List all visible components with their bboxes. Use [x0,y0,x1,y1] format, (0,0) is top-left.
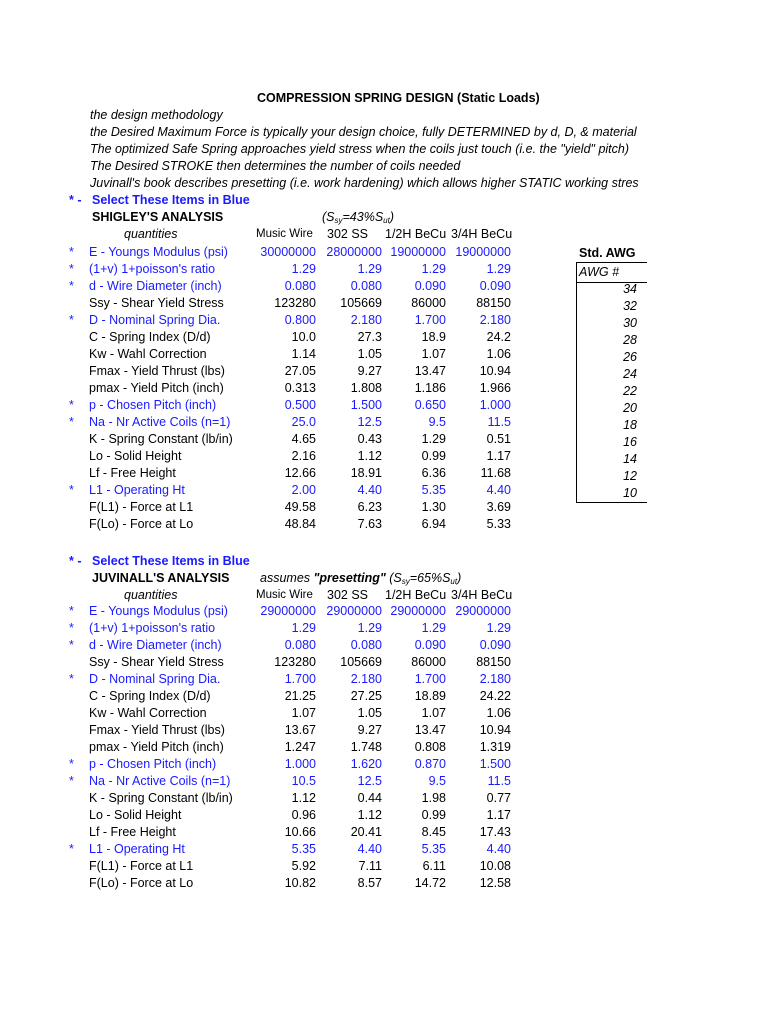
row-value-2: 0.44 [357,791,382,805]
row-value-3[interactable]: 5.35 [421,483,446,497]
row-label: F(Lo) - Force at Lo [89,517,194,531]
row-value-4: 1.06 [486,347,511,361]
row-value-2[interactable]: 1.29 [357,621,382,635]
shigley-row-lf-free-height [0,466,640,483]
row-label: E - Youngs Modulus (psi) [89,604,228,618]
shigley-row-ssy-shear-yield-stress [0,296,640,313]
juvinall-quantities: quantities [124,588,178,602]
shigley-row-d-nominal-spring-dia [0,313,640,330]
row-label: E - Youngs Modulus (psi) [89,245,228,259]
row-value-1[interactable]: 5.35 [291,842,316,856]
row-value-4[interactable]: 1.29 [486,262,511,276]
row-value-3: 1.07 [421,347,446,361]
row-label: Lo - Solid Height [89,449,182,463]
row-value-1: 1.12 [291,791,316,805]
row-value-3: 1.30 [421,500,446,514]
row-value-2: 1.12 [357,808,382,822]
row-value-3[interactable]: 0.090 [414,638,446,652]
row-value-1[interactable]: 0.080 [284,638,316,652]
row-label: Kw - Wahl Correction [89,347,207,361]
row-star: * [69,757,74,771]
row-value-2[interactable]: 1.500 [350,398,382,412]
row-value-1: 10.66 [284,825,316,839]
row-value-1: 49.58 [284,500,316,514]
juvinall-row-f-l1-force-at-l1 [0,859,640,876]
row-value-4: 17.43 [479,825,511,839]
row-value-4: 1.17 [486,449,511,463]
row-label: Fmax - Yield Thrust (lbs) [89,723,225,737]
shigley-row-fmax-yield-thrust-lbs [0,364,640,381]
row-value-2: 7.11 [358,859,382,873]
row-value-4: 1.06 [486,706,511,720]
select-label: Select These Items in Blue [92,193,250,207]
row-value-1: 12.66 [284,466,316,480]
row-value-4[interactable]: 19000000 [455,245,511,259]
row-value-2: 1.808 [350,381,382,395]
awg-table [576,262,647,503]
row-value-4[interactable]: 2.180 [479,672,511,686]
row-value-1: 5.92 [291,859,316,873]
row-value-2: 1.748 [350,740,382,754]
row-label: (1+v) 1+poisson's ratio [89,262,216,276]
awg-item: 18 [623,418,637,432]
row-value-1[interactable]: 25.0 [291,415,316,429]
row-label: d - Wire Diameter (inch) [89,279,222,293]
awg-item: 34 [623,282,637,296]
row-value-4: 1.966 [479,381,511,395]
row-value-1: 2.16 [291,449,316,463]
row-value-2[interactable]: 1.620 [350,757,382,771]
row-value-1[interactable]: 29000000 [260,604,316,618]
awg-item: 28 [623,333,637,347]
row-value-3: 13.47 [414,723,446,737]
intro-line-1: the design methodology [90,108,223,122]
row-value-2[interactable]: 29000000 [326,604,382,618]
row-value-1: 13.67 [284,723,316,737]
awg-item: 24 [623,367,637,381]
row-star: * [69,415,74,429]
row-value-4: 12.58 [479,876,511,890]
row-value-1[interactable]: 1.29 [291,262,316,276]
juvinall-row-1-v-1-poisson-s-ratio [0,621,640,638]
shigley-row-f-l1-force-at-l1 [0,500,640,517]
row-value-1: 21.25 [284,689,316,703]
awg-item: 22 [623,384,637,398]
row-label: d - Wire Diameter (inch) [89,638,222,652]
row-star: * [69,621,74,635]
material-music-wire: Music Wire [256,228,313,240]
row-value-2: 27.25 [350,689,382,703]
row-value-2: 1.05 [357,706,382,720]
material-half-hard-becu: 1/2H BeCu [385,588,447,602]
row-label: Na - Nr Active Coils (n=1) [89,415,231,429]
row-value-3[interactable]: 1.700 [414,313,446,327]
row-value-2[interactable]: 1.29 [357,262,382,276]
row-value-4: 24.22 [479,689,511,703]
row-star: * [69,313,74,327]
row-value-2[interactable]: 28000000 [326,245,382,259]
row-star: * [69,604,74,618]
shigley-row-f-lo-force-at-lo [0,517,640,534]
row-value-3: 86000 [411,296,446,310]
juvinall-row-lo-solid-height [0,808,640,825]
title: COMPRESSION SPRING DESIGN (Static Loads) [257,91,540,105]
row-value-4: 10.08 [479,859,511,873]
material-half-hard-becu: 1/2H BeCu [385,227,447,241]
row-value-4: 11.68 [480,466,511,480]
row-value-1[interactable]: 30000000 [260,245,316,259]
shigley-row-pmax-yield-pitch-inch [0,381,640,398]
row-value-2: 9.27 [357,364,382,378]
awg-item: 30 [623,316,637,330]
row-value-4: 88150 [476,655,511,669]
intro-line-4: The Desired STROKE then determines the number of coils needed [90,159,461,173]
material-three-quarter-hard-becu: 3/4H BeCu [451,588,513,602]
row-value-3: 18.9 [421,330,446,344]
row-value-2: 27.3 [357,330,382,344]
juvinall-row-l1-operating-ht [0,842,640,859]
row-label: p - Chosen Pitch (inch) [89,398,217,412]
row-value-1[interactable]: 0.800 [284,313,316,327]
awg-item: 16 [623,435,637,449]
row-value-4: 1.319 [479,740,511,754]
intro-line-5: Juvinall's book describes presetting (i.e. work hardening) which allows higher STATIC working stres [90,176,639,190]
row-label: L1 - Operating Ht [89,483,185,497]
juvinall-row-d-nominal-spring-dia [0,672,640,689]
row-value-1[interactable]: 1.29 [291,621,316,635]
awg-item: 32 [623,299,637,313]
select-label-2: Select These Items in Blue [92,554,250,568]
row-star: * [69,398,74,412]
row-value-2[interactable]: 4.40 [357,483,382,497]
row-label: L1 - Operating Ht [89,842,185,856]
row-value-2[interactable]: 0.080 [350,638,382,652]
row-value-1: 48.84 [284,517,316,531]
shigley-row-kw-wahl-correction [0,347,640,364]
row-value-2: 7.63 [357,517,382,531]
row-label: pmax - Yield Pitch (inch) [89,740,224,754]
shigley-row-lo-solid-height [0,449,640,466]
row-value-1[interactable]: 1.700 [284,672,316,686]
row-label: Kw - Wahl Correction [89,706,207,720]
row-label: Lf - Free Height [89,466,176,480]
row-label: Fmax - Yield Thrust (lbs) [89,364,225,378]
row-value-1: 0.96 [291,808,316,822]
row-value-4: 0.77 [486,791,511,805]
row-value-4[interactable]: 0.090 [479,638,511,652]
row-label: F(Lo) - Force at Lo [89,876,194,890]
row-value-4: 5.33 [486,517,511,531]
row-label: D - Nominal Spring Dia. [89,672,221,686]
row-star: * [69,672,74,686]
shigley-row-k-spring-constant-lb-in [0,432,640,449]
row-value-4: 1.17 [486,808,511,822]
row-value-1[interactable]: 0.080 [284,279,316,293]
row-value-4[interactable]: 1.500 [479,757,511,771]
row-star: * [69,245,74,259]
row-value-2: 9.27 [357,723,382,737]
row-value-4[interactable]: 4.40 [486,483,511,497]
row-value-3: 18.89 [414,689,446,703]
row-value-3: 1.186 [414,381,446,395]
row-value-3: 6.36 [421,466,446,480]
row-value-3: 1.98 [421,791,446,805]
row-value-2[interactable]: 4.40 [357,842,382,856]
select-star-2: * - [69,554,82,568]
row-value-3[interactable]: 0.090 [414,279,446,293]
row-label: C - Spring Index (D/d) [89,330,211,344]
row-value-3: 0.99 [421,449,446,463]
row-value-2: 105669 [340,655,382,669]
row-label: D - Nominal Spring Dia. [89,313,221,327]
row-value-1: 123280 [274,296,316,310]
shigley-heading: SHIGLEY'S ANALYSIS [92,210,224,224]
row-label: Ssy - Shear Yield Stress [89,655,224,669]
row-label: (1+v) 1+poisson's ratio [89,621,216,635]
row-value-2[interactable]: 2.180 [350,672,382,686]
row-value-2: 0.43 [357,432,382,446]
row-value-3[interactable]: 9.5 [428,415,446,429]
row-star: * [69,638,74,652]
row-value-4[interactable]: 11.5 [487,774,511,788]
row-value-3: 6.94 [421,517,446,531]
intro-line-2: the Desired Maximum Force is typically your design choice, fully DETERMINED by d, D, & material [90,125,637,139]
juvinall-row-f-lo-force-at-lo [0,876,640,893]
row-star: * [69,774,74,788]
shigley-row-l1-operating-ht [0,483,640,500]
row-value-4: 10.94 [479,723,511,737]
row-value-1: 0.313 [284,381,316,395]
row-value-1: 4.65 [291,432,316,446]
shigley-quantities: quantities [124,227,178,241]
row-value-3: 0.808 [414,740,446,754]
juvinall-row-na-nr-active-coils-n-1 [0,774,640,791]
awg-title: Std. AWG [579,246,636,260]
row-value-2[interactable]: 12.5 [357,774,382,788]
row-value-3: 8.45 [421,825,446,839]
shigley-row-e-youngs-modulus-psi [0,245,640,262]
juvinall-row-ssy-shear-yield-stress [0,655,640,672]
juvinall-row-p-chosen-pitch-inch [0,757,640,774]
row-value-3[interactable]: 0.870 [414,757,446,771]
row-value-4[interactable]: 29000000 [455,604,511,618]
awg-item: 10 [623,486,637,500]
row-value-1: 10.82 [284,876,316,890]
material-music-wire: Music Wire [256,589,313,601]
row-value-3[interactable]: 1.700 [414,672,446,686]
row-label: K - Spring Constant (lb/in) [89,791,233,805]
juvinall-row-pmax-yield-pitch-inch [0,740,640,757]
material-three-quarter-hard-becu: 3/4H BeCu [451,227,513,241]
row-label: p - Chosen Pitch (inch) [89,757,217,771]
row-value-2[interactable]: 0.080 [350,279,382,293]
row-value-3[interactable]: 1.29 [421,262,446,276]
row-label: Na - Nr Active Coils (n=1) [89,774,231,788]
row-value-3[interactable]: 5.35 [421,842,446,856]
row-star: * [69,262,74,276]
row-value-3[interactable]: 0.650 [414,398,446,412]
row-value-2: 6.23 [357,500,382,514]
select-star: * - [69,193,82,207]
row-value-1: 10.0 [291,330,316,344]
row-label: Lf - Free Height [89,825,176,839]
material-302ss: 302 SS [327,588,369,602]
shigley-note: $(S_{sy}=43\%S_{ut})$ [322,210,394,225]
shigley-row-na-nr-active-coils-n-1 [0,415,640,432]
row-value-4: 0.51 [486,432,511,446]
row-label: C - Spring Index (D/d) [89,689,211,703]
shigley-row-1-v-1-poisson-s-ratio [0,262,640,279]
row-value-3: 1.29 [421,432,446,446]
row-value-3: 14.72 [414,876,446,890]
juvinall-row-d-wire-diameter-inch [0,638,640,655]
row-value-1[interactable]: 2.00 [291,483,316,497]
row-value-2: 1.05 [357,347,382,361]
row-value-1: 27.05 [284,364,316,378]
juvinall-note: assumes "presetting" $(S_{sy}=65\%S_{ut})$ [260,571,462,586]
row-value-3: 1.07 [421,706,446,720]
row-value-1: 1.07 [291,706,316,720]
awg-item: 26 [623,350,637,364]
row-value-4: 24.2 [486,330,511,344]
intro-line-3: The optimized Safe Spring approaches yield stress when the coils just touch (i.e. the "yield" pitch) [90,142,630,156]
row-value-1[interactable]: 1.000 [284,757,316,771]
row-label: pmax - Yield Pitch (inch) [89,381,224,395]
row-value-3: 86000 [411,655,446,669]
row-value-1: 123280 [274,655,316,669]
juvinall-row-fmax-yield-thrust-lbs [0,723,640,740]
row-value-2: 20.41 [350,825,382,839]
row-value-4[interactable]: 4.40 [486,842,511,856]
row-value-1: 1.247 [284,740,316,754]
row-label: F(L1) - Force at L1 [89,500,194,514]
row-value-4: 10.94 [479,364,511,378]
juvinall-row-e-youngs-modulus-psi [0,604,640,621]
row-value-3[interactable]: 9.5 [428,774,446,788]
row-value-1: 1.14 [291,347,316,361]
row-star: * [69,279,74,293]
row-label: Ssy - Shear Yield Stress [89,296,224,310]
row-value-3: 0.99 [421,808,446,822]
row-value-1[interactable]: 10.5 [291,774,316,788]
row-value-4: 3.69 [486,500,511,514]
material-302ss: 302 SS [327,227,369,241]
shigley-row-d-wire-diameter-inch [0,279,640,296]
row-star: * [69,842,74,856]
row-value-4[interactable]: 11.5 [487,415,511,429]
awg-item: 14 [623,452,637,466]
row-value-4[interactable]: 1.000 [479,398,511,412]
row-value-2[interactable]: 12.5 [357,415,382,429]
juvinall-row-c-spring-index-d-d [0,689,640,706]
shigley-row-p-chosen-pitch-inch [0,398,640,415]
row-value-3[interactable]: 1.29 [421,621,446,635]
row-value-2: 18.91 [350,466,382,480]
awg-item: 20 [623,401,637,415]
row-value-4: 88150 [476,296,511,310]
row-value-3: 13.47 [414,364,446,378]
juvinall-row-lf-free-height [0,825,640,842]
shigley-row-c-spring-index-d-d [0,330,640,347]
row-value-3: 6.11 [422,859,446,873]
row-label: F(L1) - Force at L1 [89,859,194,873]
row-value-2[interactable]: 2.180 [350,313,382,327]
row-label: K - Spring Constant (lb/in) [89,432,233,446]
juvinall-row-k-spring-constant-lb-in [0,791,640,808]
row-value-2: 8.57 [357,876,382,890]
awg-item: 12 [623,469,637,483]
row-value-2: 105669 [340,296,382,310]
juvinall-heading: JUVINALL'S ANALYSIS [92,571,230,585]
row-value-4[interactable]: 0.090 [479,279,511,293]
row-value-4[interactable]: 2.180 [479,313,511,327]
juvinall-row-kw-wahl-correction [0,706,640,723]
row-label: Lo - Solid Height [89,808,182,822]
row-value-1[interactable]: 0.500 [284,398,316,412]
row-value-4[interactable]: 1.29 [486,621,511,635]
row-value-2: 1.12 [357,449,382,463]
awg-header: AWG # [579,265,620,279]
row-value-3[interactable]: 19000000 [390,245,446,259]
row-value-3[interactable]: 29000000 [390,604,446,618]
row-star: * [69,483,74,497]
